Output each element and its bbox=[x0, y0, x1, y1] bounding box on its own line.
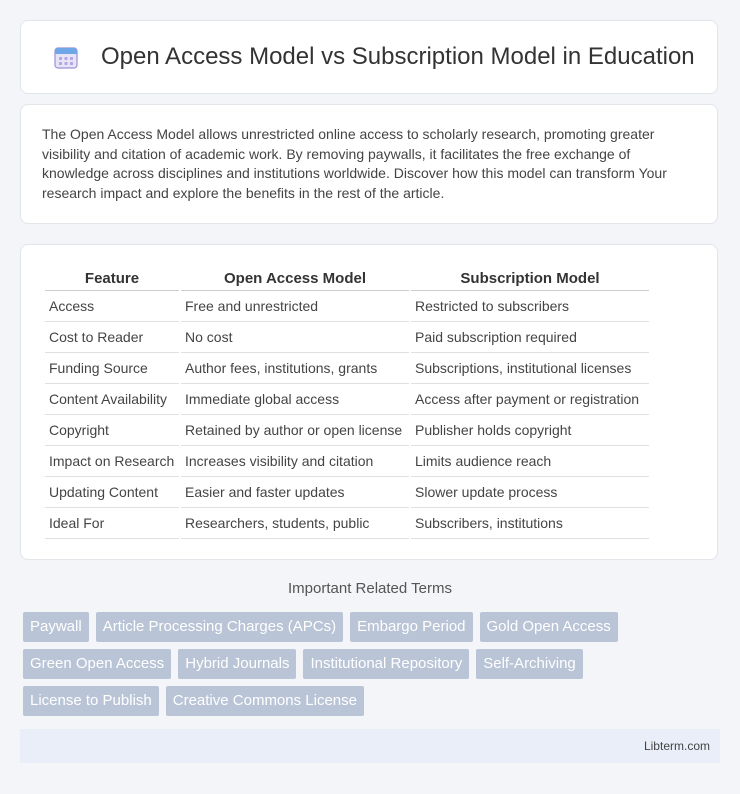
table-cell: Funding Source bbox=[45, 353, 179, 384]
related-term-tag[interactable]: Self-Archiving bbox=[476, 649, 583, 679]
comparison-table bbox=[43, 267, 651, 539]
table-header-row bbox=[45, 267, 649, 291]
table-cell: Slower update process bbox=[411, 477, 649, 508]
footer bbox=[20, 729, 720, 763]
related-term-tag[interactable]: Hybrid Journals bbox=[178, 649, 296, 679]
table-cell: Limits audience reach bbox=[411, 446, 649, 477]
related-term-tag[interactable]: Institutional Repository bbox=[303, 649, 469, 679]
related-terms-list bbox=[23, 612, 713, 716]
table-cell: Restricted to subscribers bbox=[411, 291, 649, 322]
table-row bbox=[45, 477, 649, 508]
header-open-access: Open Access Model bbox=[181, 267, 409, 291]
related-term-tag[interactable]: Green Open Access bbox=[23, 649, 171, 679]
table-row bbox=[45, 415, 649, 446]
table-cell: Author fees, institutions, grants bbox=[181, 353, 409, 384]
table-cell: Access bbox=[45, 291, 179, 322]
comparison-card bbox=[20, 244, 718, 560]
table-cell: Ideal For bbox=[45, 508, 179, 539]
table-row bbox=[45, 446, 649, 477]
table-cell: Content Availability bbox=[45, 384, 179, 415]
table-cell: Updating Content bbox=[45, 477, 179, 508]
related-term-tag[interactable]: Embargo Period bbox=[350, 612, 472, 642]
table-row bbox=[45, 384, 649, 415]
related-term-tag[interactable]: Paywall bbox=[23, 612, 89, 642]
table-cell: Paid subscription required bbox=[411, 322, 649, 353]
table-cell: Impact on Research bbox=[45, 446, 179, 477]
table-cell: Subscriptions, institutional licenses bbox=[411, 353, 649, 384]
table-cell: Cost to Reader bbox=[45, 322, 179, 353]
footer-site-link[interactable]: Libterm.com bbox=[643, 739, 710, 753]
table-row bbox=[45, 508, 649, 539]
related-term-tag[interactable]: Gold Open Access bbox=[480, 612, 618, 642]
related-term-tag[interactable]: Article Processing Charges (APCs) bbox=[96, 612, 343, 642]
table-cell: Retained by author or open license bbox=[181, 415, 409, 446]
header-subscription: Subscription Model bbox=[411, 267, 649, 291]
table-row bbox=[45, 322, 649, 353]
header-feature: Feature bbox=[45, 267, 179, 291]
table-cell: Subscribers, institutions bbox=[411, 508, 649, 539]
table-cell: Increases visibility and citation bbox=[181, 446, 409, 477]
table-cell: Researchers, students, public bbox=[181, 508, 409, 539]
page-title: Open Access Model vs Subscription Model in Education bbox=[101, 43, 695, 70]
title-card bbox=[20, 20, 718, 94]
table-row bbox=[45, 353, 649, 384]
table-cell: No cost bbox=[181, 322, 409, 353]
related-term-tag[interactable]: License to Publish bbox=[23, 686, 159, 716]
table-cell: Access after payment or registration bbox=[411, 384, 649, 415]
table-cell: Easier and faster updates bbox=[181, 477, 409, 508]
table-cell: Immediate global access bbox=[181, 384, 409, 415]
calendar-icon bbox=[53, 44, 79, 70]
related-term-tag[interactable]: Creative Commons License bbox=[166, 686, 364, 716]
table-row bbox=[45, 291, 649, 322]
related-terms-title: Important Related Terms bbox=[288, 580, 452, 597]
table-cell: Publisher holds copyright bbox=[411, 415, 649, 446]
intro-paragraph: The Open Access Model allows unrestricted online access to scholarly research, promoting greater visibility and citation of academic work. By removing paywalls, it facilitates the free exchange of knowledge across disciplines and institutions worldwide. Discover how this model can transform Your research impact and explore the benefits in the rest of the article. bbox=[42, 126, 667, 201]
table-cell: Copyright bbox=[45, 415, 179, 446]
intro-card bbox=[20, 104, 718, 224]
table-cell: Free and unrestricted bbox=[181, 291, 409, 322]
